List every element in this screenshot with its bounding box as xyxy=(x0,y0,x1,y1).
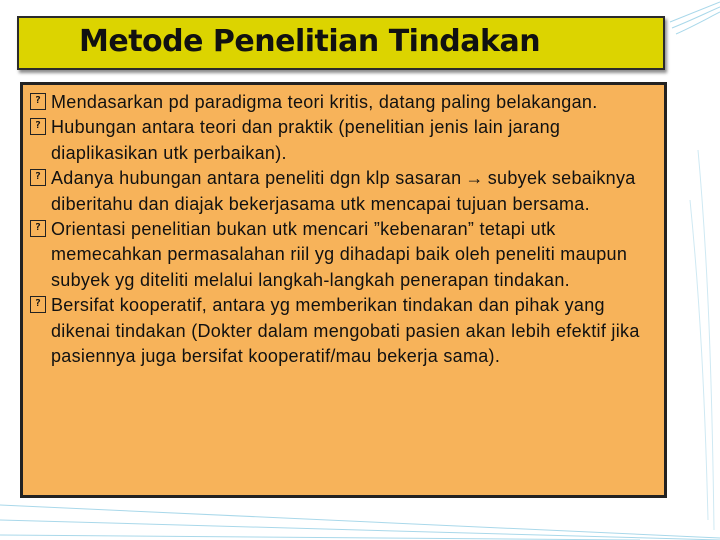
title-box xyxy=(17,16,665,70)
bullet-marker-icon: ? xyxy=(30,296,46,313)
bullet-text: Orientasi penelitian bukan utk mencari ”kebenaran” tetapi utk memecahkan permasalahan riil yg dihadapi baik oleh peneliti maupun subyek yg diteliti melalui langkah-langkah penerapan tindakan. xyxy=(51,219,628,290)
bullet-item xyxy=(30,166,660,217)
content-box xyxy=(20,82,667,498)
bullet-item xyxy=(30,90,660,115)
slide-title: Metode Penelitian Tindakan xyxy=(79,24,541,59)
bullet-text: Mendasarkan pd paradigma teori kritis, datang paling belakangan. xyxy=(51,92,598,112)
bullet-item xyxy=(30,293,660,369)
bullet-item xyxy=(30,115,660,166)
bullet-marker-icon: ? xyxy=(30,93,46,110)
bullet-text-after-arrow: subyek sebaiknya diberitahu dan diajak bekerjasama utk mencapai tujuan bersama. xyxy=(51,168,636,214)
bullet-text: Hubungan antara teori dan praktik (penelitian jenis lain jarang diaplikasikan utk perbaikan). xyxy=(51,117,561,163)
bullet-marker-icon: ? xyxy=(30,220,46,237)
bullet-item xyxy=(30,217,660,293)
bullet-list xyxy=(30,90,660,369)
bullet-marker-icon: ? xyxy=(30,169,46,186)
right-arrow-icon: → xyxy=(465,168,484,189)
bullet-text: Bersifat kooperatif, antara yg memberikan tindakan dan pihak yang dikenai tindakan (Dokter dalam mengobati pasien akan lebih efektif jika pasiennya juga bersifat kooperatif/mau bekerja sama). xyxy=(51,295,640,367)
bullet-marker-icon: ? xyxy=(30,118,46,135)
bullet-text-before-arrow: Adanya hubungan antara peneliti dgn klp sasaran xyxy=(51,168,462,189)
